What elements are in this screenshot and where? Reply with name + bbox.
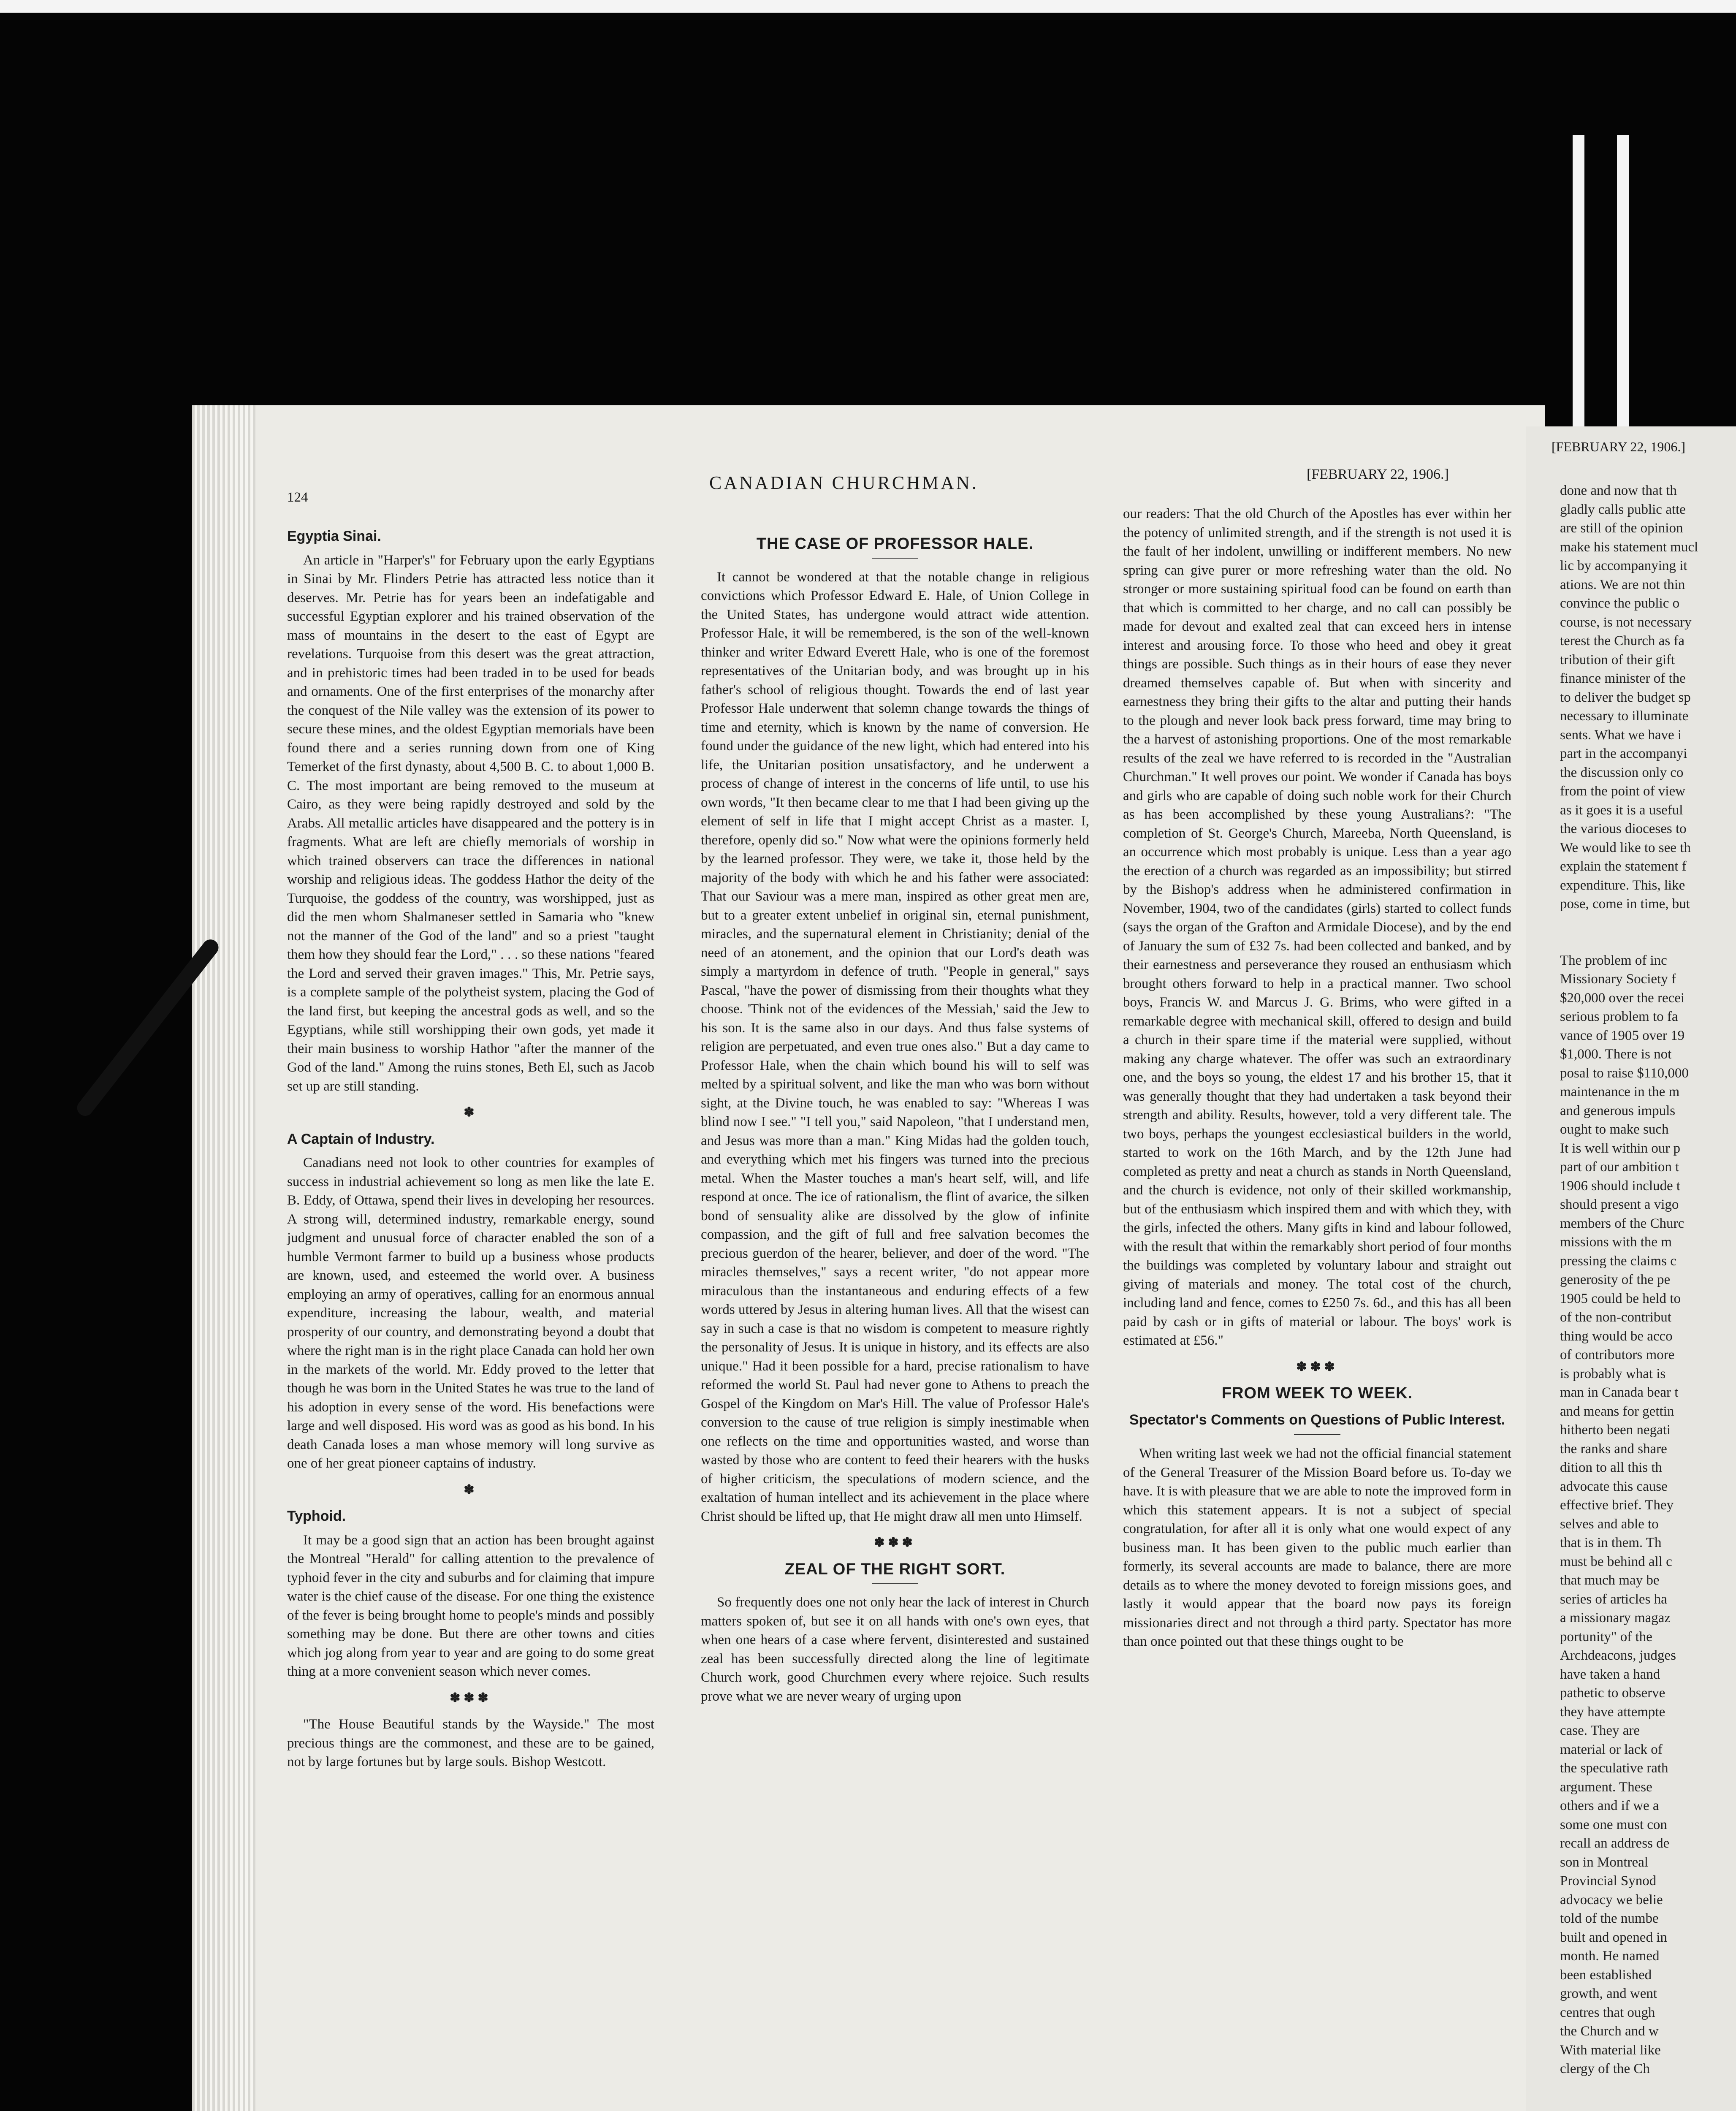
page-edge-gutter <box>192 405 255 2111</box>
facing-line: explain the statement f <box>1560 859 1687 874</box>
facing-line: Missionary Society f <box>1560 971 1676 987</box>
facing-line: series of articles ha <box>1560 1591 1667 1607</box>
facing-line: ations. We are not thin <box>1560 577 1685 592</box>
facing-line: ought to make such <box>1560 1122 1669 1137</box>
facing-line: convince the public o <box>1560 596 1680 611</box>
section-title-captain-of-industry: A Captain of Industry. <box>287 1131 435 1147</box>
section-divider: ✽ <box>464 1105 478 1119</box>
facing-line: members of the Churc <box>1560 1216 1684 1231</box>
facing-line: centres that ough <box>1560 2005 1655 2020</box>
facing-line: 1905 could be held to <box>1560 1291 1681 1306</box>
facing-line: must be behind all c <box>1560 1554 1672 1569</box>
article-title-zeal: ZEAL OF THE RIGHT SORT. <box>784 1560 1006 1578</box>
facing-line: argument. These <box>1560 1779 1652 1795</box>
facing-line: It is well within our p <box>1560 1140 1681 1156</box>
facing-line: maintenance in the m <box>1560 1084 1680 1099</box>
facing-line: $1,000. There is not <box>1560 1047 1672 1062</box>
facing-line: they have attempte <box>1560 1704 1665 1720</box>
facing-line: the various dioceses to <box>1560 821 1687 836</box>
westcott-quote: "The House Beautiful stands by the Wayside." The most precious things are the commonest, and these are to be gained, not by large fortunes but by large souls. Bishop Westcott. <box>287 1717 654 1769</box>
facing-line: terest the Church as fa <box>1560 633 1685 648</box>
publication-title: CANADIAN CHURCHMAN. <box>709 472 979 493</box>
facing-line: portunity" of the <box>1560 1629 1652 1644</box>
facing-line: material or lack of <box>1560 1742 1663 1757</box>
column-3 <box>1123 505 1511 1655</box>
facing-line: son in Montreal <box>1560 1854 1648 1870</box>
facing-line: Provincial Synod <box>1560 1873 1657 1889</box>
article-subtitle-spectator: Spectator's Comments on Questions of Public Interest. <box>1129 1411 1505 1428</box>
facing-line: lic by accompanying it <box>1560 558 1687 573</box>
facing-line: and means for gettin <box>1560 1403 1674 1419</box>
facing-line: effective brief. They <box>1560 1498 1674 1513</box>
facing-line <box>1560 914 1698 933</box>
title-rule <box>1294 1434 1340 1435</box>
facing-line: thing would be acco <box>1560 1328 1673 1344</box>
facing-line: part in the accompanyi <box>1560 746 1687 761</box>
section-divider: ✽✽✽ <box>1296 1359 1338 1374</box>
facing-page-text <box>1560 481 1698 2078</box>
facing-line: the discussion only co <box>1560 765 1684 780</box>
facing-line: the Church and w <box>1560 2024 1659 2039</box>
facing-line: advocacy we belie <box>1560 1892 1663 1907</box>
facing-line: pressing the claims c <box>1560 1253 1676 1269</box>
facing-line: tribution of their gift <box>1560 652 1675 667</box>
facing-line: and generous impuls <box>1560 1103 1676 1118</box>
facing-line: of the non-contribut <box>1560 1310 1671 1325</box>
section-divider: ✽✽✽ <box>874 1536 916 1549</box>
facing-line: case. They are <box>1560 1723 1640 1738</box>
facing-line: Archdeacons, judges <box>1560 1648 1676 1663</box>
facing-line: the speculative rath <box>1560 1761 1668 1776</box>
zeal-continued-paragraph: our readers: That the old Church of the Apostles has ever within her the potency of unlimited strength, and if the strength is not used it is the fault of her indolent, unwilling or indifferent members. No new spring can give purer or more refreshing water than the old. No stronger or more sustaining spiritual food can be found on earth than that which is committed to her charge, and no call can possibly be made for devout and exalted zeal that can exceed hers in intense interest and arousing force. To those who heed and obey it great things are possible. Such things as in their hours of ease they never dreamed themselves capable of. But when with sincerity and earnestness they bring their gifts to the altar and putting their hands to the plough and never look back press forward, time may bring to the a harvest of astonishing proportions. One of the most remarkable results of the zeal we have referred to is recorded in the "Australian Churchman." It well proves our point. We wonder if Canada has boys and girls who are capable of doing such noble work for their Church as has been accomplished by these young Australians?: "The completion of St. George's Church, Mareeba, North Queensland, is an occurrence which most probably is unique. Less than a year ago the erection of a church was regarded as an impossibility; but stirred by the Bishop's address when he administered confirmation in November, 1904, two of the candidates (girls) started to collect funds (says the organ of the Grafton and Armidale Diocese), and by the end of January the sum of £32 7s. had been collected and banked, and by their earnestness and perseverance they roused an enthusiasm which brought others forward to help in a practical manner. Two school boys, Francis W. and Marcus J. G. Brims, who were gifted in a remarkable degree with mechanical skill, offered to design and build a church in their spare time if the material were supplied, without making any charge whatever. The offer was such an extraordinary one, and the boys so young, the eldest 17 and his brother 15, that it was generally thought that they had undertaken a task beyond their strength and ability. Results, however, told a very different tale. The two boys, perhaps the youngest ecclesiastical builders in the world, started to work on the 16th March, and by the 12th June had completed as pretty and neat a church as stands in North Queensland, and the church is evidence, not only of their skilled workmanship, but of the enthusiasm which inspired them and with which they, with the girls, infected the others. Many gifts in kind and labour followed, with the result that within the remarkably short period of four months the buildings was completed by voluntary labour and straight out giving of materials and money. The total cost of the church, including land and fence, comes to £250 7s. 6d., and this has all been paid by cash or in gifts of material or labour. The boys' work is estimated at £56." <box>1123 506 1511 1348</box>
section-divider: ✽✽✽ <box>450 1690 492 1705</box>
facing-line: recall an address de <box>1560 1836 1670 1851</box>
facing-line: built and opened in <box>1560 1929 1667 1945</box>
egyptia-sinai-paragraph: An article in "Harper's" for February upon the early Egyptians in Sinai by Mr. Flinders Petrie has attracted less notice than it deserves. Mr. Petrie has for years been an indefatigable and successful Egyptian explorer and his trained observation of the mass of mountains in the desert to the east of Egypt are revelations. Turquoise from this desert was the great attraction, and in prehistoric times had been traded in to be used for beads and ornaments. One of the first enterprises of the monarchy after the conquest of the Nile valley was the extension of its power to secure these mines, and the oldest Egyptian memorials have been found there and a series running down from one of King Temerket of the first dynasty, about 4,500 B. C. to about 1,000 B. C. The most important are being removed to the museum at Cairo, as they were being rapidly destroyed and sold by the Arabs. All metallic articles have disappeared and the pottery is in fragments. What are left are chiefly memorials of worship in which trained observers can trace the differences in national worship and religious ideas. The goddess Hathor the deity of the Turquoise, the goddess of the country, was worshipped, just as did the men whom Shalmaneser settled in Samaria who "knew not the manner of the God of the land" and so a priest "taught them how they should fear the Lord," . . . so these nations "feared the Lord and served their graven images." This, Mr. Petrie says, is a complete sample of the polytheist system, placing the God of the land first, but keeping the ancestral gods as well, and so the Egyptians, while still worshipping their own gods, yet made it their main business to worship Hathor "after the manner of the God of the land." Among the ruins stones, Beth El, such as Jacob set up are still standing. <box>287 552 654 1094</box>
facing-line: clergy of the Ch <box>1560 2061 1650 2076</box>
facing-line: part of our ambition t <box>1560 1159 1679 1175</box>
facing-line: necessary to illuminate <box>1560 708 1689 724</box>
issue-date: [FEBRUARY 22, 1906.] <box>1307 467 1449 482</box>
title-rule <box>872 1583 918 1584</box>
facing-line: serious problem to fa <box>1560 1009 1678 1024</box>
facing-line: that much may be <box>1560 1573 1660 1588</box>
facing-line: others and if we a <box>1560 1798 1659 1813</box>
professor-hale-paragraph: It cannot be wondered at that the notable change in religious convictions which Professor Edward E. Hale, of Union College in the United States, has undergone would attract wide attention. Professor Hale, it will be remembered, is the son of the well-known thinker and writer Edward Everett Hale, who is one of the foremost representatives of the Unitarian body, and was brought up in his father's school of religious thought. Towards the end of last year Professor Hale underwent that solemn change towards the things of time and eternity, which is known by the name of conversion. He found under the guidance of the new light, which had entered into his life, the Unitarian position unsatisfactory, and he underwent a process of change of interest in the concerns of life until, to use his own words, "It then became clear to me that I had been giving up the element of self in life that I might accept Christ as a master. I, therefore, openly did so." Now what were the opinions formerly held by the learned professor. They were, we take it, those held by the majority of the body with which he and his father were associated: That our Saviour was a mere man, inspired as other great men are, but to a greater extent unbelief in original sin, eternal punishment, miracles, and the supernatural element in Christianity; denial of the need of an atonement, and the opinion that our Lord's death was simply a martyrdom in defence of truth. "People in general," says Pascal, "have the power of dismissing from their thoughts what they choose. 'Think not of the evidences of the Messiah,' said the Jew to his son. It is the same also in our days. And thus false systems of religion are perpetuated, and even true ones also." But a day came to Professor Hale, when the chain which bound his will to self was melted by a spiritual solvent, and like the man who was born without sight, at the Divine touch, he was enabled to say: "Whereas I was blind now I see." "I tell you," said Napoleon, "that I understand men, and Jesus was more than a man." King Midas had the golden touch, and everything which met his fingers was turned into the precious metal. When the Master touches a man's heart self, will, and life respond at once. The ice of rationalism, the flint of avarice, the silken bond of sensuality alike are dissolved by the glow of infinite compassion, and the gift of full and free salvation becomes the precious guerdon of the hearer, believer, and doer of the word. "The miracles themselves," says a recent writer, "do not appear more miraculous than the instantaneous and enduring effects of a few words uttered by Jesus in altering human lives. All that the wisest can say in such a case is that no wisdom is competent to measure rightly the personality of Jesus. It is unique in history, and its effects are also unique." Had it been possible for a hard, precise rationalism to have reformed the world St. Paul had never gone to Athens to preach the Gospel of the Kingdom on Mar's Hill. The value of Professor Hale's conversion to the cause of true religion is simply inestimable when one reflects on the time and opportunities wasted, and worse than wasted by those who are content to feed their hearers with the husks of higher criticism, the speculations of modern science, and the exaltation of human intellect and its achievement in the place where Christ should be lifted up, that He might draw all men unto Himself. <box>701 569 1089 1524</box>
column-1 <box>287 519 654 1776</box>
facing-line: The problem of inc <box>1560 952 1667 968</box>
facing-line: missions with the m <box>1560 1235 1672 1250</box>
facing-line: 1906 should include t <box>1560 1178 1681 1194</box>
week-to-week-paragraph: When writing last week we had not the official financial statement of the General Treasurer of the Mission Board before us. To-day we have. It is with pleasure that we are able to note the improved form in which this statement appears. It is not a subject of special congratulation, for after all it is only what one would expect of any business man. It has been given to the public much earlier than formerly, its several accounts are made to balance, there are more details as to where the money devoted to foreign missions goes, and lastly it would appear that the board now pays its foreign missionaries direct and not through a third party. Spectator has more than once pointed out that these things ought to be <box>1123 1446 1511 1649</box>
facing-line: hitherto been negati <box>1560 1422 1671 1438</box>
captain-of-industry-paragraph: Canadians need not look to other countries for examples of success in industrial achievement so long as men like the late E. B. Eddy, of Ottawa, spend their lives in developing her resources. A strong will, determined industry, remarkable energy, sound judgment and unusual force of character enabled the son of a humble Vermont farmer to build up a business whose products are known, used, and esteemed the world over. A business employing an army of operatives, calling for an enormous annual expenditure, increasing the labour, wealth, and material prosperity of our country, and demonstrating beyond a doubt that where the right man is in the right place Canada can hold her own in the markets of the world. Mr. Eddy proved to the letter that though he was born in the United States he was true to the land of his adoption in every sense of the word. His benefactions were large and well disposed. His word was as good as his bond. In his death Canada loses a man whose memory will long survive as one of her great pioneer captains of industry. <box>287 1155 654 1471</box>
facing-line: With material like <box>1560 2042 1661 2058</box>
facing-line: as it goes it is a useful <box>1560 802 1683 818</box>
section-title-egyptia-sinai: Egyptia Sinai. <box>287 528 381 544</box>
facing-line: generosity of the pe <box>1560 1272 1671 1287</box>
facing-line: make his statement mucl <box>1560 539 1698 555</box>
section-divider: ✽ <box>464 1482 478 1497</box>
facing-line: told of the numbe <box>1560 1911 1659 1926</box>
facing-line: month. He named <box>1560 1948 1660 1964</box>
facing-line: a missionary magaz <box>1560 1610 1671 1625</box>
facing-line: is probably what is <box>1560 1366 1666 1381</box>
facing-line <box>1560 932 1698 951</box>
title-rule <box>872 558 918 559</box>
facing-line: We would like to see th <box>1560 840 1691 855</box>
facing-line: dition to all this th <box>1560 1460 1663 1475</box>
facing-line: course, is not necessary <box>1560 614 1692 630</box>
facing-line: done and now that th <box>1560 483 1677 498</box>
facing-line: finance minister of the <box>1560 671 1686 686</box>
facing-line: should present a vigo <box>1560 1197 1679 1212</box>
facing-line: selves and able to <box>1560 1516 1659 1532</box>
facing-line: that is in them. Th <box>1560 1535 1662 1550</box>
facing-line: gladly calls public atte <box>1560 502 1686 517</box>
facing-line: growth, and went <box>1560 1986 1657 2001</box>
facing-line: are still of the opinion <box>1560 521 1683 536</box>
facing-line: to deliver the budget sp <box>1560 689 1691 705</box>
section-title-typhoid: Typhoid. <box>287 1508 346 1524</box>
typhoid-paragraph: It may be a good sign that an action has been brought against the Montreal "Herald" for calling attention to the prevalence of typhoid fever in the city and suburbs and for claiming that impure water is the chief cause of the disease. For one thing the existence of the fever is being brought home to people's minds and possibly something may be done. But there are other towns and cities which jog along from year to year and are going to do some great thing at a more convenient season which never comes. <box>287 1532 654 1679</box>
facing-line: pose, come in time, but <box>1560 896 1690 912</box>
facing-line: expenditure. This, like <box>1560 877 1685 893</box>
facing-page <box>1526 426 1736 2111</box>
facing-line: been established <box>1560 1967 1652 1983</box>
article-title-professor-hale: THE CASE OF PROFESSOR HALE. <box>756 535 1034 553</box>
facing-line: man in Canada bear t <box>1560 1385 1679 1400</box>
top-border-strip <box>0 0 1736 13</box>
column-2 <box>701 528 1089 1710</box>
facing-line: the ranks and share <box>1560 1441 1667 1457</box>
facing-line: posal to raise $110,000 <box>1560 1065 1689 1081</box>
facing-date-header: [FEBRUARY 22, 1906.] <box>1552 439 1686 454</box>
facing-line: some one must con <box>1560 1817 1667 1832</box>
facing-line: vance of 1905 over 19 <box>1560 1028 1685 1043</box>
facing-line: sents. What we have i <box>1560 727 1682 743</box>
facing-line: have taken a hand <box>1560 1666 1660 1682</box>
zeal-paragraph: So frequently does one not only hear the lack of interest in Church matters spoken of, but see it on all hands with one's own eyes, that when one hears of a case where fervent, disinterested and sustained zeal has been successfully directed along the line of legitimate Church work, good Churchmen every where rejoice. Such results prove what we are never weary of urging upon <box>701 1595 1089 1704</box>
facing-line: advocate this cause <box>1560 1479 1668 1494</box>
facing-line: from the point of view <box>1560 784 1685 799</box>
facing-line: of contributors more <box>1560 1347 1675 1362</box>
page-number: 124 <box>287 490 308 505</box>
article-title-week-to-week: FROM WEEK TO WEEK. <box>1221 1384 1413 1402</box>
facing-line: pathetic to observe <box>1560 1685 1665 1701</box>
facing-line: $20,000 over the recei <box>1560 990 1685 1006</box>
